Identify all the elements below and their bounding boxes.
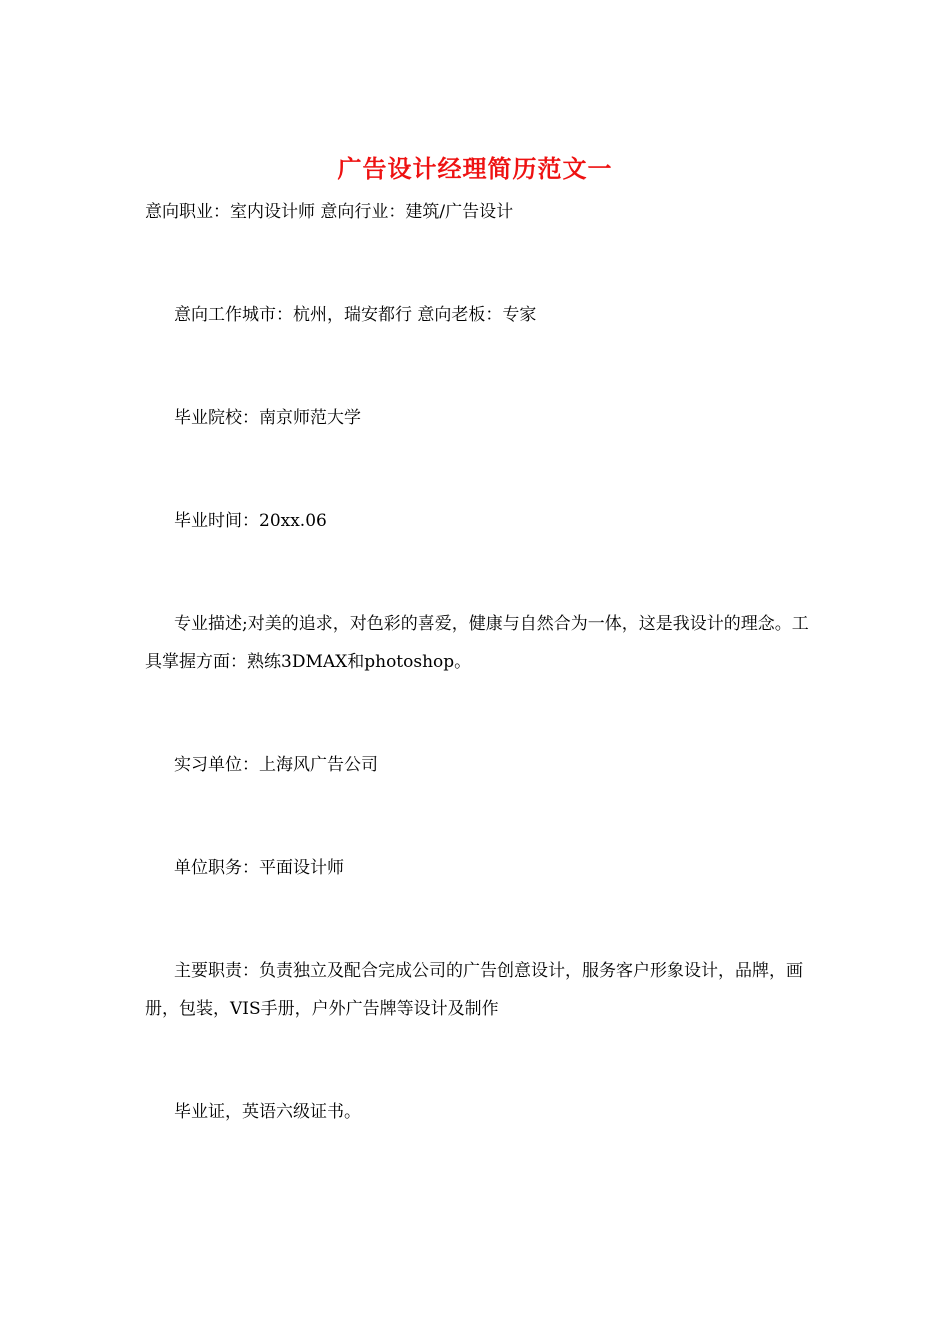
paragraph-graduate-school: 毕业院校：南京师范大学 <box>174 408 361 428</box>
paragraph-job-title: 单位职务：平面设计师 <box>174 858 344 878</box>
paragraph-intended-position: 意向职业：室内设计师 意向行业：建筑/广告设计 <box>145 202 514 222</box>
paragraph-internship-company: 实习单位：上海风广告公司 <box>174 755 378 775</box>
paragraph-certificates: 毕业证，英语六级证书。 <box>174 1102 361 1122</box>
paragraph-main-duties: 主要职责：负责独立及配合完成公司的广告创意设计，服务客户形象设计，品牌，画册，包装，VIS手册，户外广告牌等设计及制作 <box>145 961 803 1019</box>
paragraph-graduation-time: 毕业时间：20xx.06 <box>174 511 327 531</box>
document-title: 广告设计经理简历范文一 <box>337 154 613 183</box>
paragraph-intended-city: 意向工作城市：杭州，瑞安都行 意向老板：专家 <box>174 305 537 325</box>
paragraph-major-description: 专业描述;对美的追求，对色彩的喜爱，健康与自然合为一体，这是我设计的理念。工具掌握方面：熟练3DMAX和photoshop。 <box>145 614 809 672</box>
